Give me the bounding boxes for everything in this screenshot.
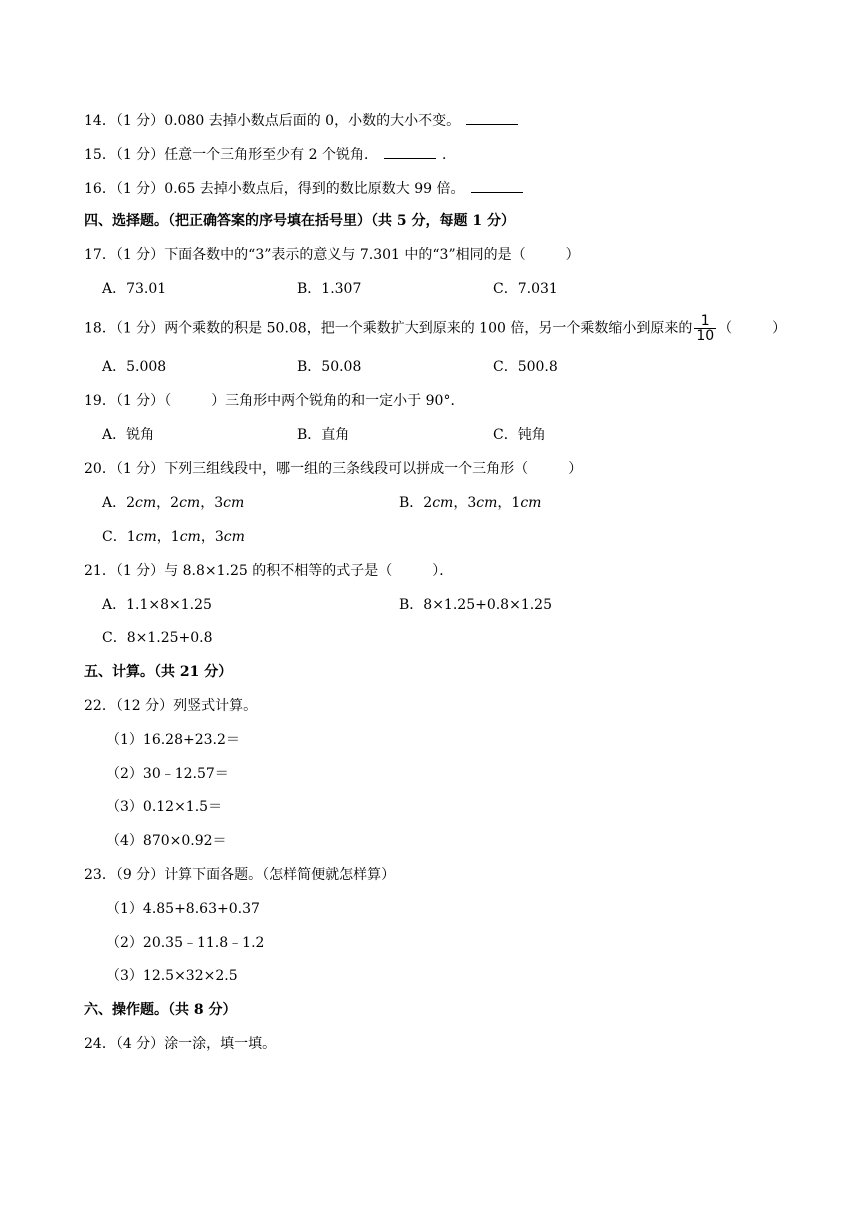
- question-number: 22．: [84, 698, 116, 714]
- question-text: 两个乘数的积是 50.08，把一个乘数扩大到原来的 100 倍，另一个乘数缩小到原来的: [164, 320, 693, 337]
- option-c[interactable]: C．7.031: [493, 281, 558, 297]
- option-c[interactable]: C．500.8: [493, 359, 558, 375]
- fraction-denominator: 10: [696, 328, 715, 344]
- question-text: 列竖式计算。: [173, 698, 258, 714]
- question-number: 20．: [84, 461, 116, 477]
- option-c[interactable]: C．8×1.25+0.8: [102, 630, 213, 646]
- sub-item: （1）16.28+23.2＝: [106, 732, 240, 748]
- question-text: 任意一个三角形至少有 2 个锐角．: [164, 147, 378, 163]
- question-score: （1 分）: [115, 181, 165, 197]
- option-a[interactable]: A．锐角: [102, 427, 155, 443]
- question-number: 24．: [84, 1036, 116, 1052]
- question-number: 18．: [84, 320, 116, 337]
- option-b[interactable]: B．8×1.25+0.8×1.25: [399, 597, 552, 613]
- answer-blank[interactable]: [471, 178, 523, 193]
- question-number: 17．: [84, 247, 116, 263]
- question-number: 21．: [84, 563, 116, 579]
- question-14: [84, 110, 518, 131]
- question-score: （9 分）: [115, 867, 165, 883]
- question-score: （12 分）: [115, 698, 174, 714]
- question-20: 20．（1 分）下列三组线段中，哪一组的三条线段可以拼成一个三角形（ ）: [84, 461, 583, 477]
- section-heading-6: 六、操作题。（共 8 分）: [84, 1002, 237, 1018]
- option-c[interactable]: C．1cm，1cm，3cm: [102, 529, 245, 545]
- question-19: 19．（1 分）（ ）三角形中两个锐角的和一定小于 90°．: [84, 393, 465, 409]
- question-number: 19．: [84, 393, 116, 409]
- question-text: 涂一涂，填一填。: [164, 1036, 277, 1052]
- question-24: [84, 1034, 276, 1054]
- option-b[interactable]: B．直角: [297, 427, 350, 443]
- question-text: 0.65 去掉小数点后，得到的数比原数大 99 倍。: [164, 181, 465, 197]
- question-22: [84, 696, 257, 716]
- question-text: 与 8.8×1.25 的积不相等的式子是（: [164, 563, 393, 579]
- fraction: [694, 314, 716, 343]
- sub-item: （4）870×0.92＝: [106, 833, 227, 849]
- question-number: 23．: [84, 867, 116, 883]
- option-a[interactable]: A．2cm，2cm，3cm: [102, 495, 245, 511]
- question-21: 21．（1 分）与 8.8×1.25 的积不相等的式子是（ ）．: [84, 563, 454, 579]
- question-17: 17．（1 分）下面各数中的“3”表示的意义与 7.301 中的“3”相同的是（ ）: [84, 247, 580, 263]
- sub-item: （2）30﹣12.57＝: [106, 766, 229, 782]
- option-b[interactable]: B．1.307: [297, 281, 362, 297]
- question-text: 下列三组线段中，哪一组的三条线段可以拼成一个三角形（: [164, 461, 529, 477]
- option-b[interactable]: B．50.08: [297, 359, 362, 375]
- question-text: 计算下面各题。（怎样简便就怎样算）: [164, 867, 396, 883]
- question-15: [84, 144, 456, 165]
- question-number: 15．: [84, 147, 116, 163]
- question-score: （1 分）: [115, 393, 165, 409]
- question-number: 16．: [84, 181, 116, 197]
- option-a[interactable]: A．73.01: [102, 281, 167, 297]
- question-18: 18．（1 分）两个乘数的积是 50.08，把一个乘数扩大到原来的 100 倍，另一个乘数缩小到原来的 $\frac{1}{10}$ （ ）: [84, 313, 787, 344]
- question-score: （1 分）: [115, 320, 165, 337]
- question-23: [84, 865, 395, 885]
- question-text: 0.080 去掉小数点后面的 0，小数的大小不变。: [164, 113, 461, 129]
- question-number: 14．: [84, 113, 116, 129]
- question-text: ）三角形中两个锐角的和一定小于 90°．: [211, 393, 465, 409]
- question-score: （1 分）: [115, 247, 165, 263]
- option-a[interactable]: A．5.008: [102, 359, 167, 375]
- question-16: [84, 178, 523, 199]
- answer-blank[interactable]: [466, 110, 518, 125]
- option-b[interactable]: B．2cm，3cm，1cm: [399, 495, 542, 511]
- question-score: （4 分）: [115, 1036, 165, 1052]
- question-score: （1 分）: [115, 461, 165, 477]
- sub-item: （3）12.5×32×2.5: [106, 968, 238, 984]
- option-a[interactable]: A．1.1×8×1.25: [102, 597, 212, 613]
- fraction-numerator: 1: [694, 314, 716, 329]
- question-score: （1 分）: [115, 563, 165, 579]
- section-heading-5: 五、计算。（共 21 分）: [84, 664, 233, 680]
- question-score: （1 分）: [115, 147, 165, 163]
- sub-item: （3）0.12×1.5＝: [106, 799, 223, 815]
- option-c[interactable]: C．钝角: [493, 427, 546, 443]
- sub-item: （1）4.85+8.63+0.37: [106, 901, 260, 917]
- section-heading-4: 四、选择题。（把正确答案的序号填在括号里）（共 5 分，每题 1 分）: [84, 213, 515, 229]
- answer-blank[interactable]: [384, 144, 436, 159]
- question-tail: ．: [442, 147, 456, 163]
- question-score: （1 分）: [115, 113, 165, 129]
- sub-item: （2）20.35﹣11.8﹣1.2: [106, 935, 265, 951]
- question-text: 下面各数中的“3”表示的意义与 7.301 中的“3”相同的是（: [164, 247, 526, 263]
